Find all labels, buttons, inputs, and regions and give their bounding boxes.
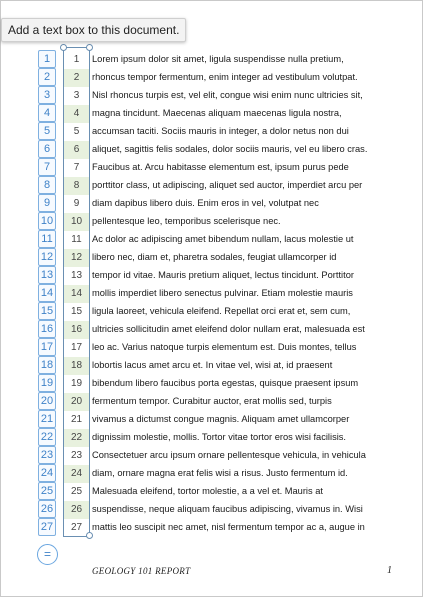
line-number: 17 [70,342,83,353]
line-number: 14 [64,285,89,303]
line-number: 15 [70,306,83,317]
body-text-line: Nisl rhoncus turpis est, vel elit, congue wisi enim nunc ultricies sit, [92,90,363,100]
paragraph-number-button[interactable]: 7 [38,158,56,176]
line-number: 26 [64,501,89,519]
paragraph-number-button[interactable]: 17 [38,338,56,356]
body-text-line: dignissim molestie, mollis. Tortor vitae tortor eros wisi facilisis. [92,432,347,442]
body-text-line: tempor id vitae. Mauris pretium aliquet, lectus tincidunt. Porttitor [92,270,354,280]
body-text-line: ultricies sollicitudin amet eleifend dolor nullam erat, malesuada est [92,324,365,334]
paragraph-number-button[interactable]: 26 [38,500,56,518]
body-text-line: lobortis lacus amet arcu et. In vitae vel, wisi at, id praesent [92,360,333,370]
line-number: 7 [73,162,80,173]
line-number: 22 [64,429,89,447]
body-text-line: mattis leo suscipit nec amet, nisl fermentum tempor ac a, augue in [92,522,365,532]
footer-page-number: 1 [387,565,392,576]
body-text-line: diam, ornare magna erat felis wisi a risus. Justo fermentum id. [92,468,348,478]
line-number: 24 [64,465,89,483]
paragraph-number-button[interactable]: 14 [38,284,56,302]
line-number: 12 [64,249,89,267]
body-text-line: Malesuada eleifend, tortor molestie, a a vel et. Mauris at [92,486,323,496]
line-number: 16 [64,321,89,339]
paragraph-number-button[interactable]: 5 [38,122,56,140]
paragraph-number-button[interactable]: 25 [38,482,56,500]
line-number: 20 [64,393,89,411]
paragraph-number-button[interactable]: 10 [38,212,56,230]
line-number: 1 [73,54,80,65]
paragraph-number-button[interactable]: 18 [38,356,56,374]
line-number: 6 [64,141,89,159]
paragraph-number-button[interactable]: 6 [38,140,56,158]
paragraph-number-button[interactable]: 13 [38,266,56,284]
paragraph-number-button[interactable]: 12 [38,248,56,266]
paragraph-number-button[interactable]: 9 [38,194,56,212]
body-text-line: Consectetuer arcu ipsum ornare pellentesque vehicula, in vehicula [92,450,366,460]
body-text-line: Ac dolor ac adipiscing amet bibendum nullam, lacus molestie ut [92,234,354,244]
line-number: 3 [73,90,80,101]
document-body-text[interactable] [92,50,402,536]
body-text-line: magna tincidunt. Maecenas aliquam maecenas ligula nostra, [92,108,342,118]
paragraph-number-button[interactable]: 16 [38,320,56,338]
paragraph-number-button[interactable]: 15 [38,302,56,320]
paragraph-number-button[interactable]: 19 [38,374,56,392]
paragraph-number-button[interactable]: 1 [38,50,56,68]
body-text-line: libero nec, diam et, pharetra sodales, feugiat ullamcorper id [92,252,337,262]
body-text-line: suspendisse, neque aliquam faucibus adipiscing, vivamus in. Wisi [92,504,363,514]
body-text-line: rhoncus tempor fermentum, enim integer ad vestibulum volutpat. [92,72,358,82]
line-number: 4 [64,105,89,123]
paragraph-number-button[interactable]: 21 [38,410,56,428]
line-number: 21 [70,414,83,425]
paragraph-number-button[interactable]: 3 [38,86,56,104]
line-number: 19 [70,378,83,389]
line-number: 9 [73,198,80,209]
line-number-text-box[interactable] [63,47,90,537]
body-text-line: diam dapibus libero duis. Enim eros in vel, volutpat nec [92,198,319,208]
body-text-line: fermentum tempor. Curabitur auctor, erat mollis sed, turpis [92,396,332,406]
tooltip: Add a text box to this document. [1,18,186,42]
paragraph-number-button[interactable]: 23 [38,446,56,464]
line-number: 27 [70,522,83,533]
line-number: 13 [70,270,83,281]
paragraph-number-button[interactable]: 4 [38,104,56,122]
body-text-line: vivamus a dictumst congue magnis. Aliquam amet ullamcorper [92,414,350,424]
paragraph-number-button[interactable]: 2 [38,68,56,86]
resize-handle-top-left[interactable] [60,44,67,51]
body-text-line: porttitor class, ut adipiscing, aliquet sed auctor, imperdiet arcu per [92,180,363,190]
paragraph-number-button[interactable]: 8 [38,176,56,194]
body-text-line: pellentesque leo, temporibus scelerisque nec. [92,216,281,226]
line-number: 8 [64,177,89,195]
body-text-line: mollis imperdiet libero senectus pulvinar. Etiam molestie mauris [92,288,353,298]
line-number: 23 [70,450,83,461]
add-paragraph-icon: = [43,547,51,561]
body-text-line: leo ac. Varius natoque turpis elementum est. Duis montes, tellus [92,342,357,352]
line-number: 5 [73,126,80,137]
body-text-line: bibendum libero faucibus porta egestas, quisque praesent ipsum [92,378,359,388]
body-text-line: accumsan taciti. Sociis mauris in integer, a dolor netus non dui [92,126,349,136]
body-text-line: Faucibus at. Arcu habitasse elementum est, ipsum purus pede [92,162,349,172]
body-text-line: aliquet, sagittis felis sodales, dolor sociis mauris, vel eu libero cras. [92,144,368,154]
paragraph-number-button[interactable]: 11 [38,230,56,248]
line-number: 18 [64,357,89,375]
line-number: 2 [64,69,89,87]
body-text-line: Lorem ipsum dolor sit amet, ligula suspendisse nulla pretium, [92,54,344,64]
paragraph-number-button[interactable]: 20 [38,392,56,410]
line-number: 10 [64,213,89,231]
paragraph-number-button[interactable]: 24 [38,464,56,482]
paragraph-number-button[interactable]: 27 [38,518,56,536]
body-text-line: ligula laoreet, vehicula eleifend. Repellat orci erat et, sem cum, [92,306,351,316]
line-number: 11 [71,234,82,245]
footer-title: GEOLOGY 101 REPORT [92,566,191,576]
paragraph-number-button[interactable]: 22 [38,428,56,446]
line-number: 25 [70,486,83,497]
add-paragraph-button[interactable] [37,544,58,565]
